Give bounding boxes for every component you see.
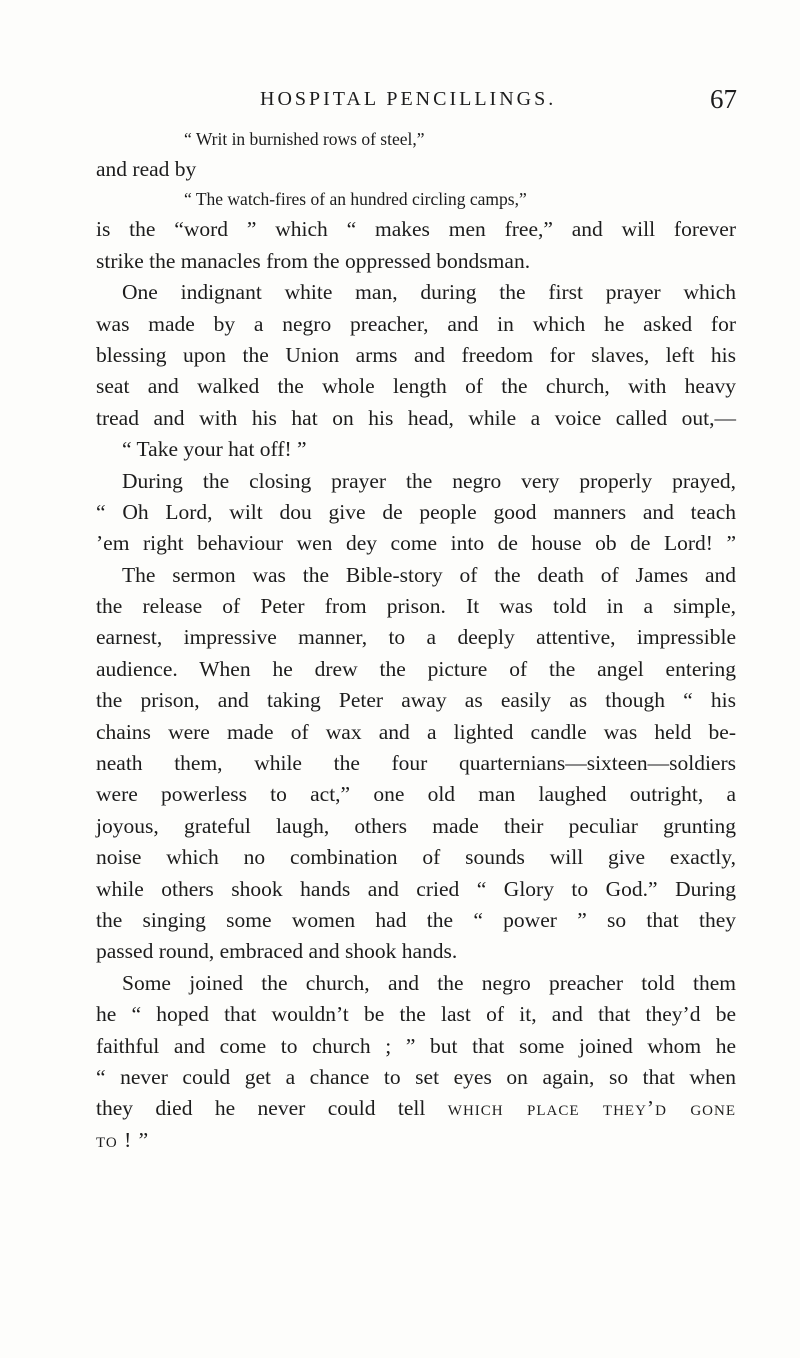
text-line: noise which no combination of sounds will give exactly, — [96, 845, 736, 870]
text-line: neath them, while the four quarternians—sixteen—soldiers — [96, 751, 736, 776]
text-line: strike the manacles from the oppressed bondsman. — [96, 248, 531, 273]
text-line: “ Oh Lord, wilt dou give de people good manners and teach — [96, 499, 736, 524]
text-line: Some joined the church, and the negro preacher told them — [122, 970, 736, 995]
text-line: seat and walked the whole length of the church, with heavy — [96, 374, 736, 399]
text-line: passed round, embraced and shook hands. — [96, 939, 458, 964]
text-line: was made by a negro preacher, and in which he asked for — [96, 311, 736, 336]
text-line: chains were made of wax and a lighted candle was held be- — [96, 719, 736, 744]
text-line: “ Take your hat off! ” — [122, 437, 307, 462]
text-line: The sermon was the Bible-story of the death of James and — [122, 562, 736, 587]
text-line: joyous, grateful laugh, others made their peculiar grunting — [96, 813, 736, 838]
final-text-line: to ! ” — [96, 1127, 150, 1152]
smallcaps-phrase: which place they’d gone — [447, 1096, 736, 1121]
text-line: blessing upon the Union arms and freedom for slaves, left his — [96, 342, 736, 367]
text-line — [96, 1093, 736, 1124]
text-line: faithful and come to church ; ” but that some joined whom he — [96, 1033, 736, 1058]
text-line: while others shook hands and cried “ Glory to God.” During — [96, 876, 736, 901]
verse-line: “ The watch-fires of an hundred circling camps,” — [184, 189, 527, 210]
page-number: 67 — [710, 84, 737, 114]
body-text — [96, 125, 736, 1156]
running-title: HOSPITAL PENCILLINGS. — [260, 88, 557, 110]
text-line: During the closing prayer the negro very properly prayed, — [122, 468, 736, 493]
text-line: One indignant white man, during the first prayer which — [122, 280, 736, 305]
verse-line: “ Writ in burnished rows of steel,” — [184, 129, 425, 149]
text-line: the release of Peter from prison. It was told in a simple, — [96, 594, 736, 619]
text-line: the prison, and taking Peter away as easily as though “ his — [96, 688, 736, 713]
text-line: earnest, impressive manner, to a deeply attentive, impressible — [96, 625, 736, 650]
text-line: and read by — [96, 157, 197, 181]
text-line-start: they died he never could tell — [96, 1096, 426, 1121]
text-line: is the “word ” which “ makes men free,” and will forever — [96, 217, 736, 242]
text-line: tread and with his hat on his head, while a voice called out,— — [96, 405, 736, 430]
running-head — [150, 84, 790, 114]
text-line: the singing some women had the “ power ” so that they — [96, 907, 736, 932]
text-line: ’em right behaviour wen dey come into de house ob de Lord! ” — [96, 531, 736, 556]
text-line: he “ hoped that wouldn’t be the last of it, and that they’d be — [96, 1002, 736, 1027]
text-line: were powerless to act,” one old man laughed outright, a — [96, 782, 736, 807]
text-line: audience. When he drew the picture of the angel entering — [96, 656, 736, 681]
text-line: “ never could get a chance to set eyes on again, so that when — [96, 1064, 736, 1089]
